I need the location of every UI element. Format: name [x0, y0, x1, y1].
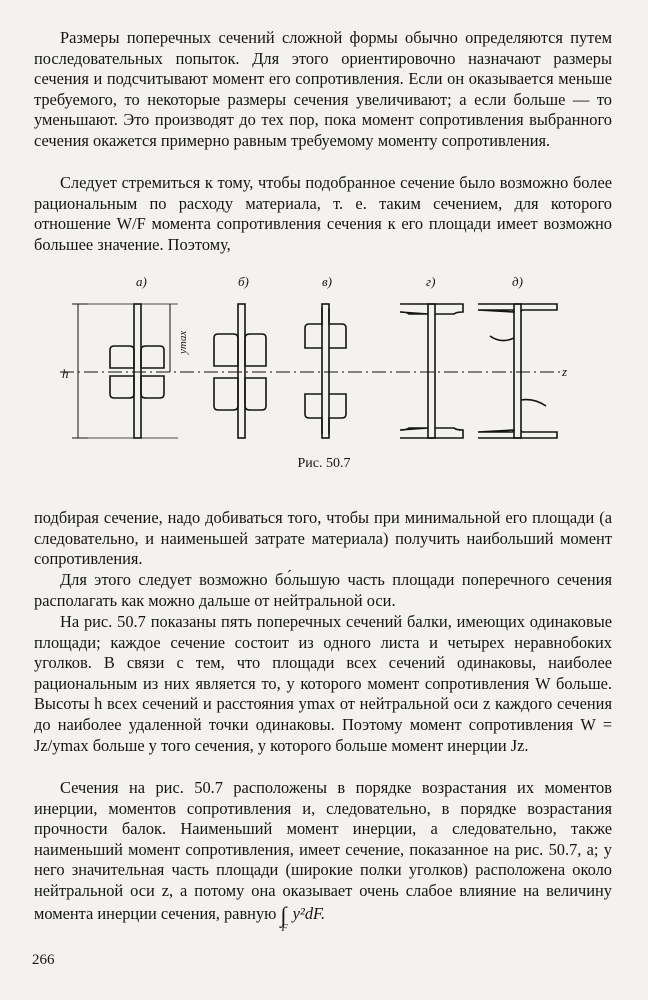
section-v [305, 304, 346, 438]
panel-label-d: д) [512, 274, 523, 289]
beam-sections-diagram [60, 268, 600, 448]
paragraph-1: Размеры поперечных сечений сложной формы обычно определяются путем последовательных попыток. Для этого ориентировочно назначают размеры сечения и подсчитывают момент его сопротивления. Если он оказывается меньше требуемого, то некоторые размеры сечения увеличивают; а если больше — то уменьшают. Это производят до тех пор, пока момент сопротивления выбранного сечения окажется примерно равным требуемому моменту сопротивления. [34, 28, 612, 150]
section-g [400, 304, 463, 438]
integral-subscript: F [281, 922, 288, 934]
paragraph-6-text: Сечения на рис. 50.7 расположены в порядке возрастания их моментов инерции, моментов сопротивления и, следовательно, в порядке возрастания прочности балок. Наименьший момент инерции, а следовательно, также наименьший момент сопротивления, имеет сечение, показанное на рис. 50.7, а; у него значительная часть площади (широкие полки уголков) расположена около нейтральной оси z, а потому она оказывает очень слабое влияние на величину момента инерции сечения, равную [34, 778, 612, 923]
section-a [110, 304, 164, 438]
height-label-h: h [62, 366, 69, 381]
integral-integrand: y²dF. [292, 903, 326, 923]
figure-caption: Рис. 50.7 [297, 456, 351, 471]
panel-label-v: в) [322, 274, 332, 289]
panel-label-g: г) [426, 274, 436, 289]
paragraph-4: Для этого следует возможно бо́льшую часть площади поперечного сечения располагать как можно дальше от нейтральной оси. [34, 570, 612, 610]
panel-label-b: б) [238, 274, 249, 289]
ymax-label: ymax [177, 330, 189, 354]
page-number: 266 [32, 952, 55, 968]
paragraph-2: Следует стремиться к тому, чтобы подобранное сечение было возможно более рациональным по расходу материала, т. е. таким сечением, для которого отношение W/F момента сопротивления сечения к его площади имеет возможно большее значение. Поэтому, [34, 173, 612, 254]
section-d [478, 304, 557, 438]
integral-symbol: ∫ [280, 901, 287, 927]
panel-label-a: а) [136, 274, 147, 289]
paragraph-3: подбирая сечение, надо добиваться того, чтобы при минимальной его площади (а следовательно, и наименьшей затрате материала) получить наибольший момент сопротивления. [34, 508, 612, 569]
figure-50-7 [60, 268, 600, 488]
axis-label-z: z [562, 364, 568, 379]
paragraph-5: На рис. 50.7 показаны пять поперечных сечений балки, имеющих одинаковые площади; каждое сечение состоит из одного листа и четырех неравнобоких уголков. В связи с тем, что площади всех сечений одинаковы, наиболее рациональным из них является то, у которого момент сопротивления W больше. Высоты h всех сечений и расстояния ymax от нейтральной оси z каждого сечения до наиболее удаленной точки одинаковы. Поэтому момент сопротивления W = Jz/ymax больше у того сечения, у которого больше момент инерции Jz. [34, 612, 612, 755]
paragraph-6 [34, 778, 612, 934]
section-b [214, 304, 266, 438]
